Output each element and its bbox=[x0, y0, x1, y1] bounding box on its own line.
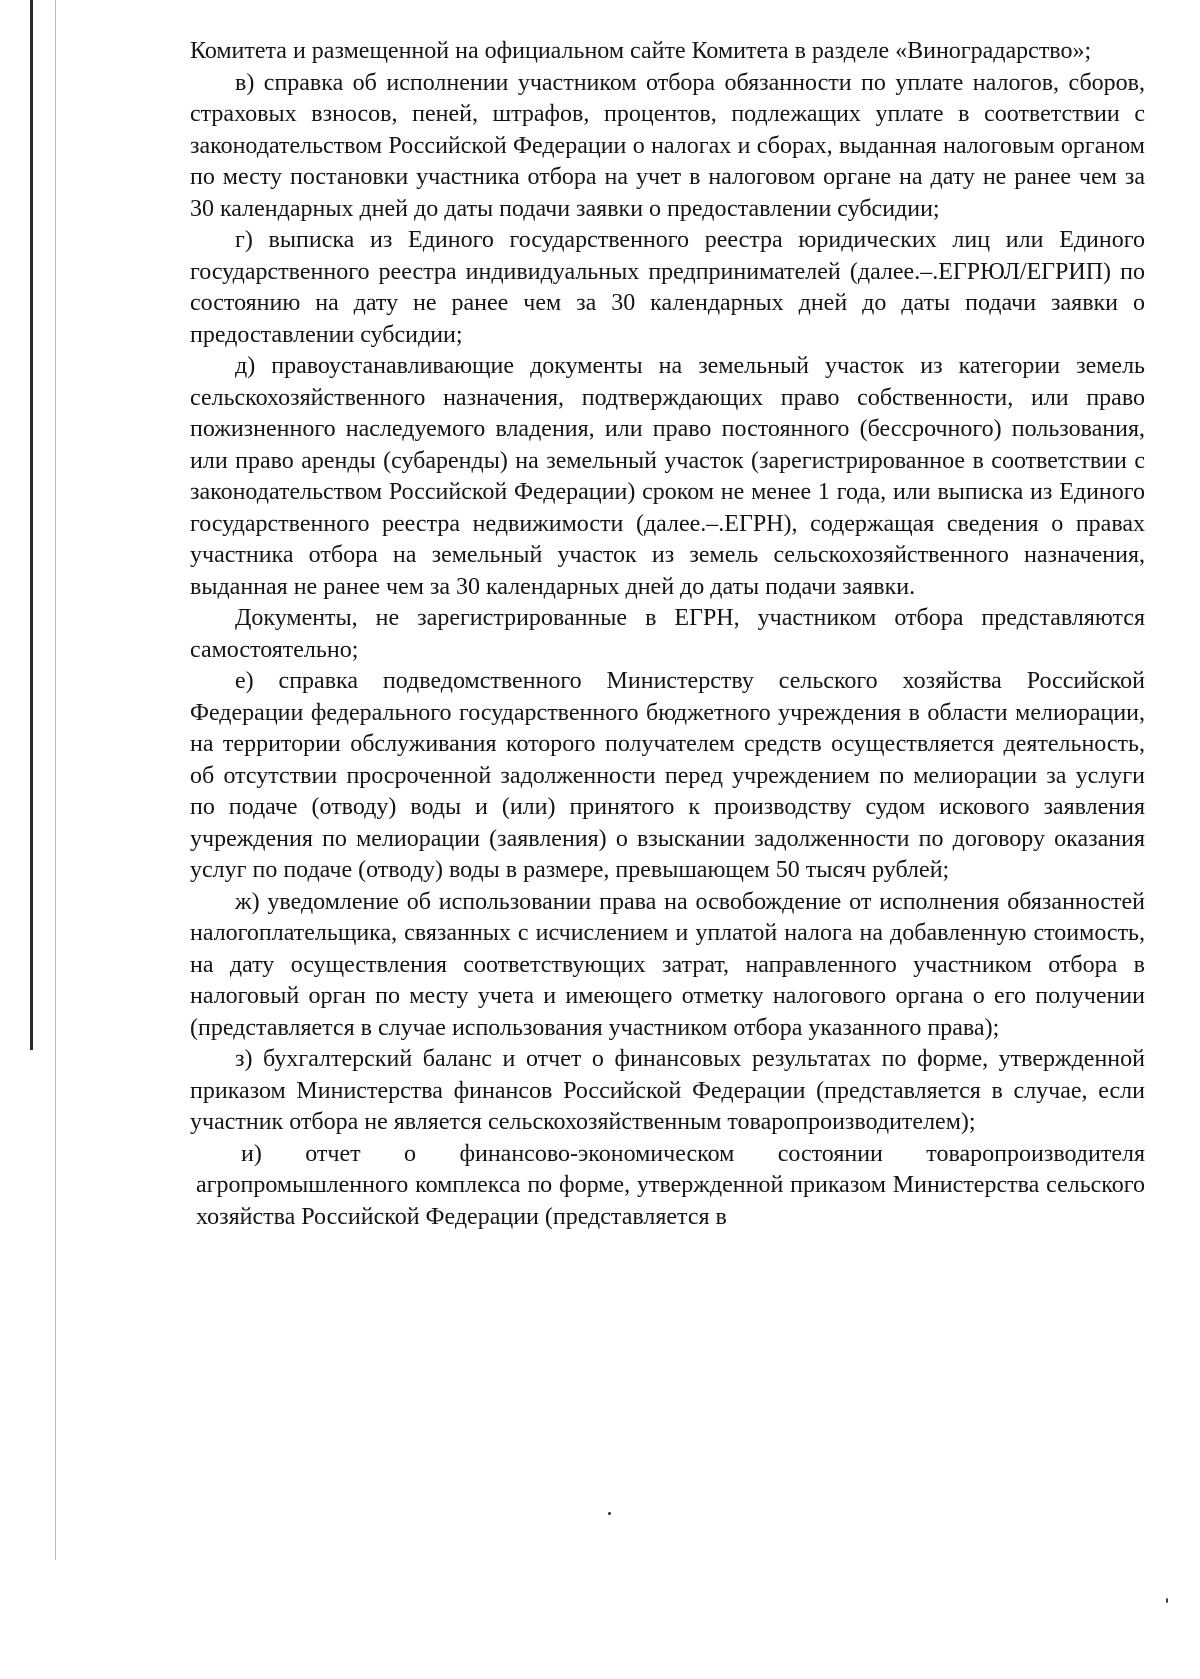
scan-speck bbox=[608, 1512, 611, 1515]
paragraph-item-v: в) справка об исполнении участником отбора обязанности по уплате налогов, сборов, страховых взносов, пеней, штрафов, процентов, подлежащих уплате в соответствии с законодательством Российской Федерации о налогах и сборах, выданная налоговым органом по месту постановки участника отбора на учет в налоговом органе на дату не ранее чем за 30 календарных дней до даты подачи заявки о предоставлении субсидии; bbox=[190, 69, 1145, 222]
paragraph-item-zh: ж) уведомление об использовании права на освобождение от исполнения обязанностей налогоплательщика, связанных с исчислением и уплатой налога на добавленную стоимость, на дату осуществления соответствующих затрат, направленного участником отбора в налоговый орган по месту учета и имеющего отметку налогового органа о его получении (представляется в случае использования участником отбора указанного права); bbox=[190, 888, 1145, 1041]
paragraph-item-g: г) выписка из Единого государственного реестра юридических лиц или Единого государственного реестра индивидуальных предпринимателей (далее.–.ЕГРЮЛ/ЕГРИП) по состоянию на дату не ранее чем за 30 календарных дней до даты подачи заявки о предоставлении субсидии; bbox=[190, 227, 1145, 348]
paragraph-item-z: з) бухгалтерский баланс и отчет о финансовых результатах по форме, утвержденной приказом Министерства финансов Российской Федерации (представляется в случае, если участник отбора не является сельскохозяйственным товаропроизводителем); bbox=[190, 1046, 1145, 1135]
scan-speck bbox=[1166, 1598, 1168, 1603]
paragraph-item-d: д) правоустанавливающие документы на земельный участок из категории земель сельскохозяйственного назначения, подтверждающих право собственности, или право пожизненного наследуемого владения, или право постоянного (бессрочного) пользования, или право аренды (субаренды) на земельный участок (зарегистрированное в соответствии с законодательством Российской Федерации) сроком не менее 1 года, или выписка из Единого государственного реестра недвижимости (далее.–.ЕГРН), содержащая сведения о правах участника отбора на земельный участок из земель сельскохозяйственного назначения, выданная не ранее чем за 30 календарных дней до даты подачи заявки. bbox=[190, 353, 1145, 600]
paragraph-continuation: Комитета и размещенной на официальном сайте Комитета в разделе «Виноградарство»; bbox=[190, 38, 1092, 64]
paragraph-item-i: и) отчет о финансово-экономическом состоянии товаропроизводителя агропромышленного комплекса по форме, утвержденной приказом Министерства сельского хозяйства Российской Федерации (представляется в bbox=[196, 1140, 1145, 1230]
paragraph-item-e: е) справка подведомственного Министерству сельского хозяйства Российской Федерации федерального государственного бюджетного учреждения в области мелиорации, на территории обслуживания которого получателем средств осуществляется деятельность, об отсутствии просроченной задолженности перед учреждением по мелиорации за услуги по подаче (отводу) воды и (или) принятого к производству судом искового заявления учреждения по мелиорации (заявления) о взыскании задолженности по договору оказания услуг по подаче (отводу) воды в размере, превышающем 50 тысяч рублей; bbox=[190, 668, 1145, 883]
scan-margin-line bbox=[30, 0, 33, 1050]
paragraph-documents-note: Документы, не зарегистрированные в ЕГРН, участником отбора представляются самостоятельно; bbox=[190, 605, 1145, 663]
document-body bbox=[190, 36, 1145, 1233]
scan-margin-line-faint bbox=[55, 0, 56, 1560]
